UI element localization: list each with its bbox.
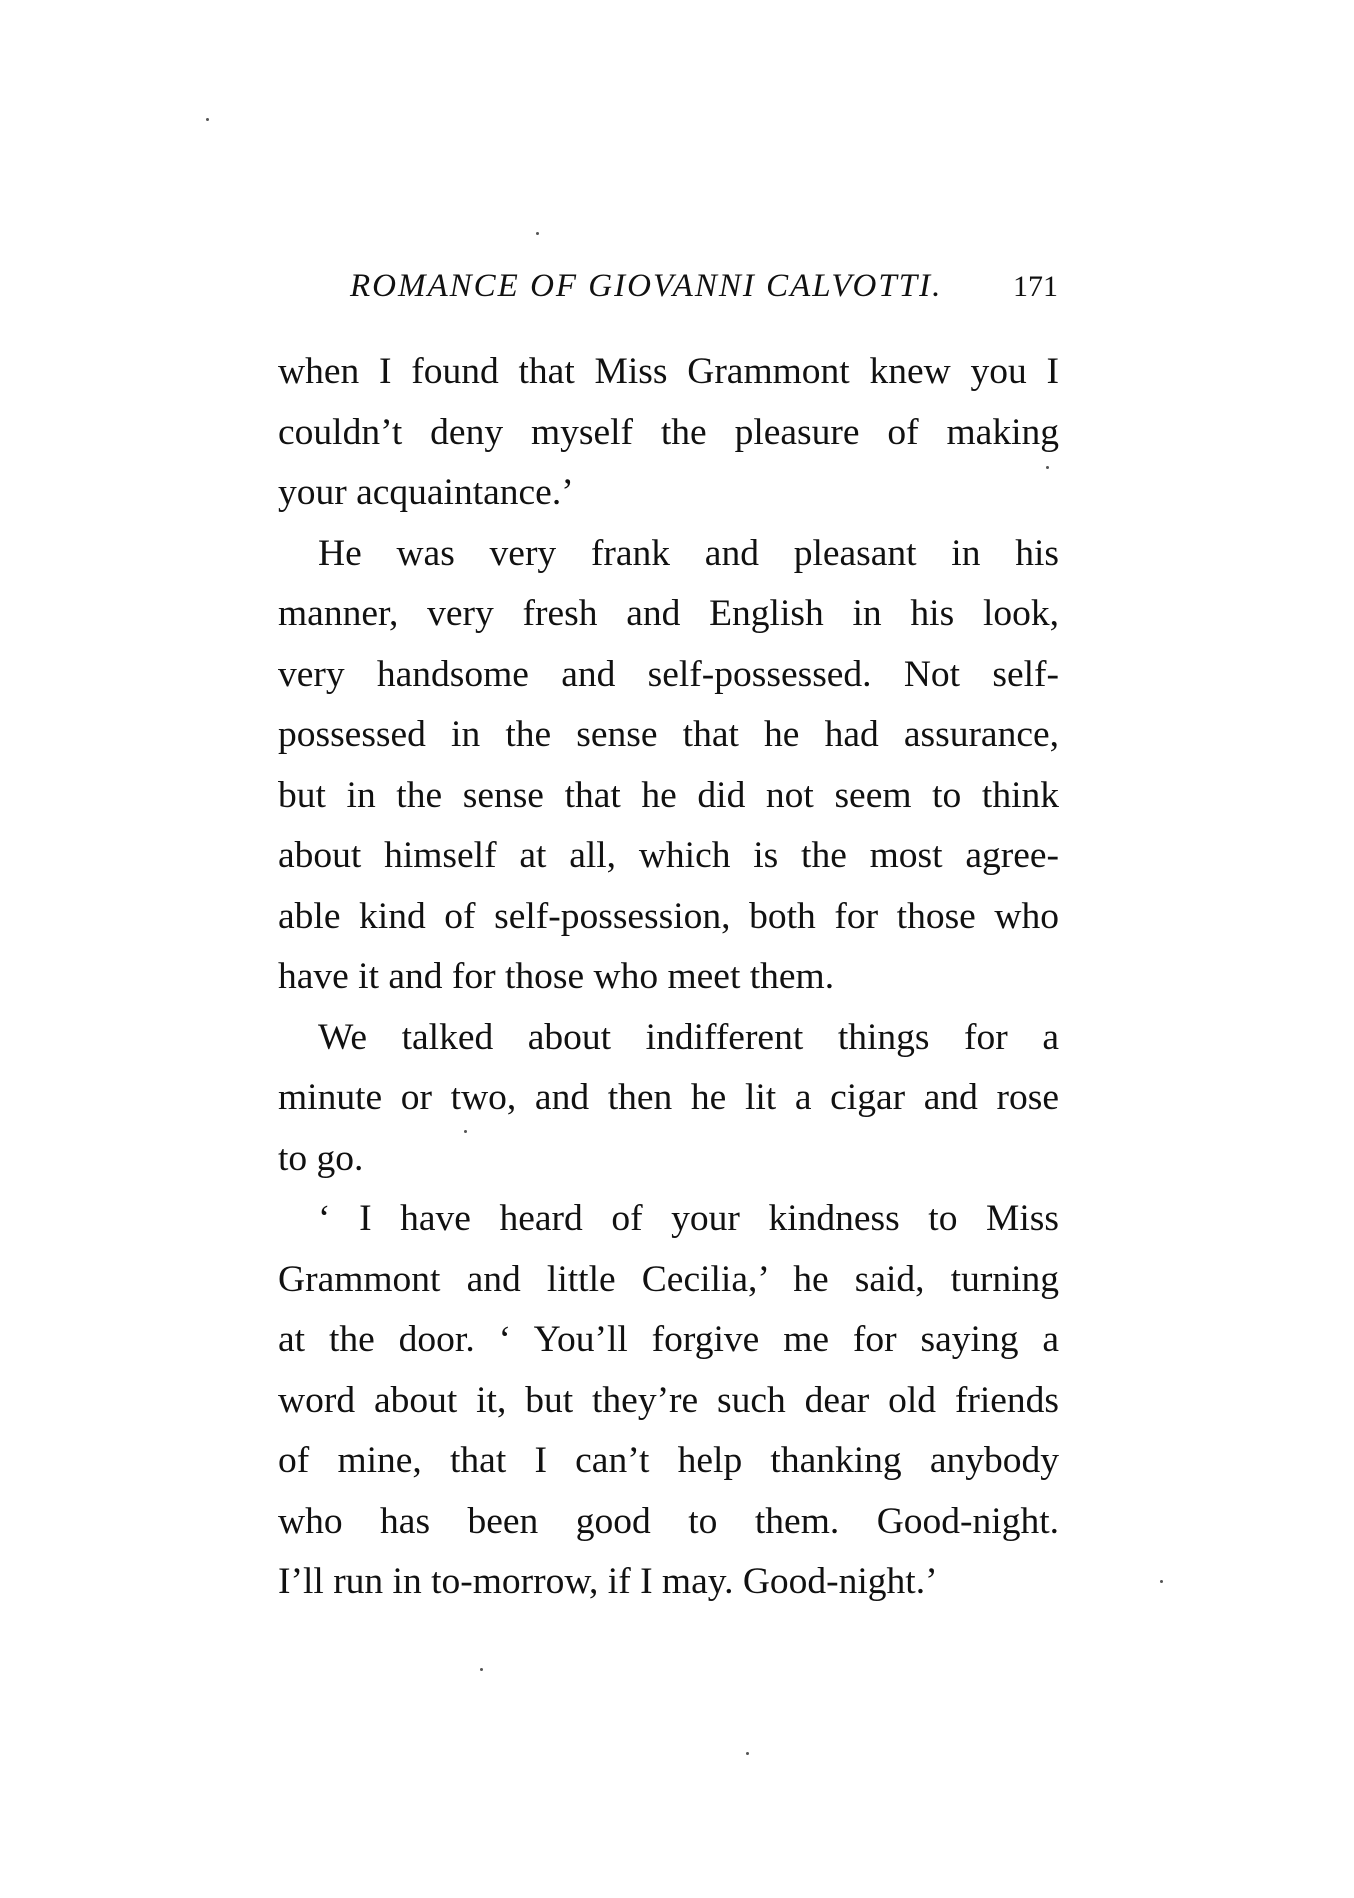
text-line: when I found that Miss Grammont knew you I [278, 351, 1059, 392]
text-line: minute or two, and then he lit a cigar and rose [278, 1077, 1059, 1118]
running-head [280, 268, 1062, 312]
text-line: ‘ I have heard of your kindness to Miss [318, 1198, 1059, 1239]
text-line: We talked about indifferent things for a [318, 1016, 1059, 1058]
text-line: to go. [278, 1137, 364, 1179]
text-line: I’ll run in to-morrow, if I may. Good-night.’ [278, 1561, 938, 1602]
text-line: but in the sense that he did not seem to think [278, 774, 1059, 816]
text-line: very handsome and self-possessed. Not self- [278, 653, 1059, 695]
text-line: who has been good to them. Good-night. [278, 1500, 1059, 1542]
print-speck [206, 118, 209, 121]
text-line: have it and for those who meet them. [278, 956, 835, 997]
print-speck [1160, 1580, 1163, 1583]
text-line: about himself at all, which is the most agree- [278, 835, 1059, 876]
print-speck [464, 1130, 467, 1133]
text-line: manner, very fresh and English in his look, [278, 593, 1059, 634]
text-line: of mine, that I can’t help thanking anybody [278, 1440, 1059, 1481]
running-title: ROMANCE OF GIOVANNI CALVOTTI. [350, 268, 943, 304]
body-text [278, 342, 1059, 1613]
text-line: at the door. ‘ You’ll forgive me for saying a [278, 1319, 1059, 1360]
text-line: couldn’t deny myself the pleasure of making [278, 411, 1059, 453]
text-line: He was very frank and pleasant in his [318, 532, 1059, 574]
print-speck [536, 232, 539, 235]
print-speck [480, 1668, 483, 1671]
text-line: able kind of self-possession, both for those who [278, 895, 1059, 937]
print-speck [1046, 466, 1049, 469]
text-line: word about it, but they’re such dear old friends [278, 1379, 1059, 1421]
text-line: Grammont and little Cecilia,’ he said, turning [278, 1258, 1059, 1300]
print-speck [746, 1752, 749, 1755]
text-line: your acquaintance.’ [278, 472, 574, 513]
text-line: possessed in the sense that he had assurance, [278, 714, 1059, 755]
page-number: 171 [1013, 270, 1058, 303]
